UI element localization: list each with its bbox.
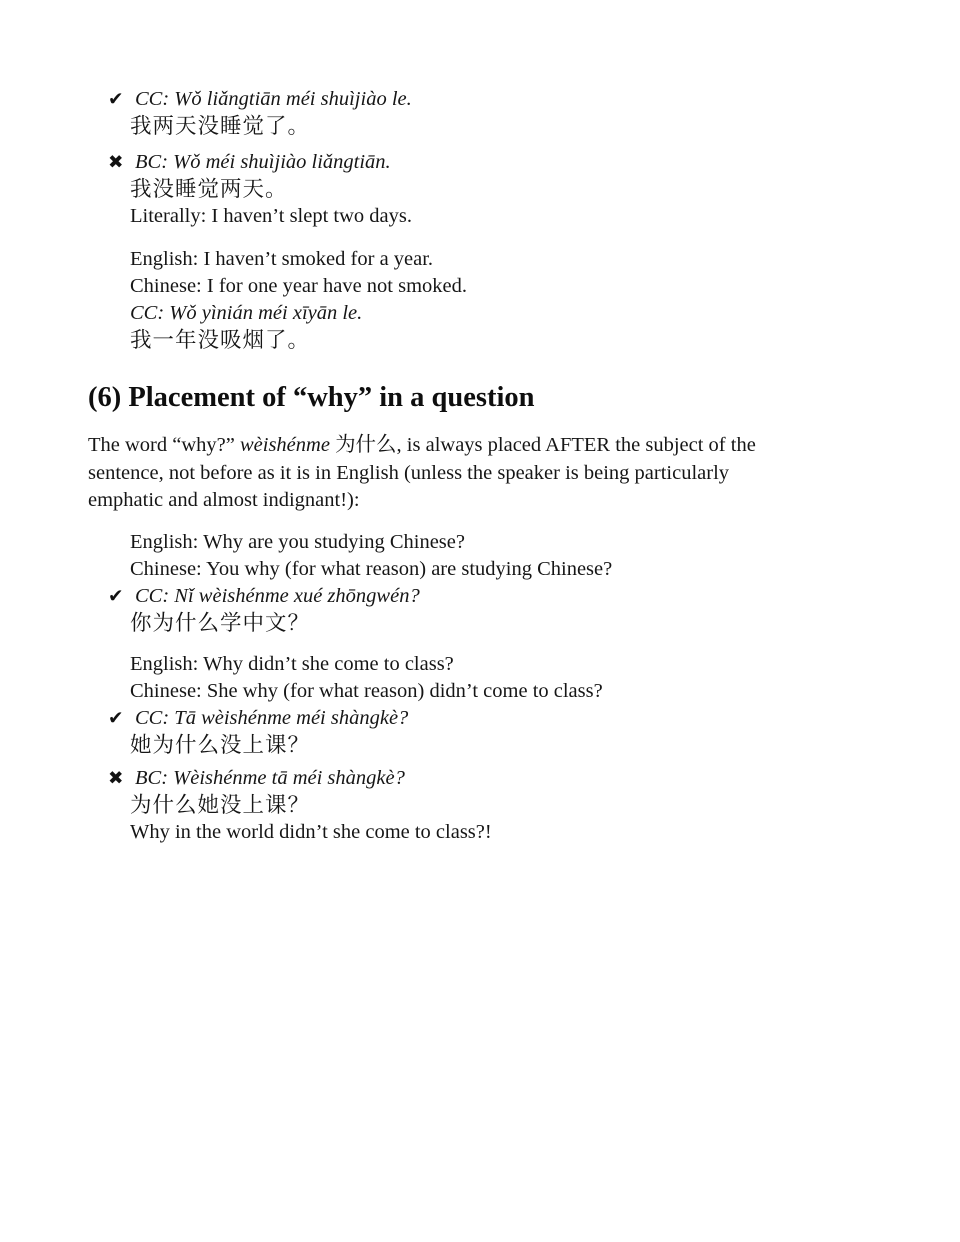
incorrect-example: [0, 149, 960, 230]
incorrect-example-line: [108, 765, 960, 792]
check-icon: ✔: [108, 585, 124, 607]
intro-line-3: emphatic and almost indignant!):: [88, 489, 360, 511]
cross-icon: ✖: [108, 767, 124, 789]
cross-icon: ✖: [108, 152, 124, 173]
hanzi-text: 她为什么没上课？: [130, 732, 311, 757]
hanzi-text: 为什么她没上课？: [130, 792, 311, 817]
check-icon: ✔: [108, 89, 124, 110]
hanzi-text: 我一年没吸烟了。: [130, 328, 311, 352]
emphatic-gloss: Why in the world didn’t she come to class?!: [130, 820, 492, 843]
correct-example-line: [108, 705, 960, 732]
hanzi-text: 我没睡觉两天。: [130, 177, 288, 201]
english-gloss: English: Why didn’t she come to class?: [130, 652, 454, 675]
pinyin-text: CC: Wǒ yìnián méi xīyān le.: [130, 302, 363, 324]
example-group-smoke: [0, 246, 960, 354]
hanzi-text: 你为什么学中文？: [130, 610, 311, 635]
intro-line-2: sentence, not before as it is in English (unless the speaker is being particularly: [88, 461, 730, 484]
intro-text: 为什么, is always placed AFTER the subject of the: [329, 434, 756, 456]
chinese-gloss: Chinese: I for one year have not smoked.: [130, 275, 468, 297]
pinyin-text: CC: Nǐ wèishénme xué zhōngwén?: [135, 584, 420, 607]
section-heading: (6) Placement of “why” in a question: [88, 382, 535, 413]
hanzi-text: 我两天没睡觉了。: [130, 114, 311, 138]
pinyin-text: BC: Wèishénme tā méi shàngkè?: [135, 766, 405, 789]
example-group-class-bad: [0, 765, 960, 846]
pinyin-text: BC: Wǒ méi shuìjiào liǎngtiān.: [135, 151, 391, 173]
intro-paragraph: [88, 432, 878, 515]
correct-example-line: [108, 583, 960, 610]
intro-text: The word “why?”: [88, 434, 240, 456]
example-group-class: [0, 651, 960, 759]
literal-gloss: Literally: I haven’t slept two days.: [130, 205, 412, 227]
english-gloss: English: I haven’t smoked for a year.: [130, 248, 434, 270]
pinyin-text: CC: Tā wèishénme méi shàngkè?: [135, 706, 409, 729]
intro-line-1: [88, 432, 878, 460]
intro-pinyin-word: wèishénme: [239, 434, 330, 456]
pinyin-text: CC: Wǒ liǎngtiān méi shuìjiào le.: [135, 88, 412, 110]
chinese-gloss: Chinese: She why (for what reason) didn’t come to class?: [130, 679, 603, 702]
incorrect-example-line: [108, 149, 960, 176]
example-group-studying: [0, 529, 960, 637]
check-icon: ✔: [108, 707, 124, 729]
english-gloss: English: Why are you studying Chinese?: [130, 530, 465, 553]
example-group-sleep: [0, 86, 960, 230]
chinese-gloss: Chinese: You why (for what reason) are studying Chinese?: [130, 557, 613, 580]
correct-example-line: [108, 86, 960, 113]
